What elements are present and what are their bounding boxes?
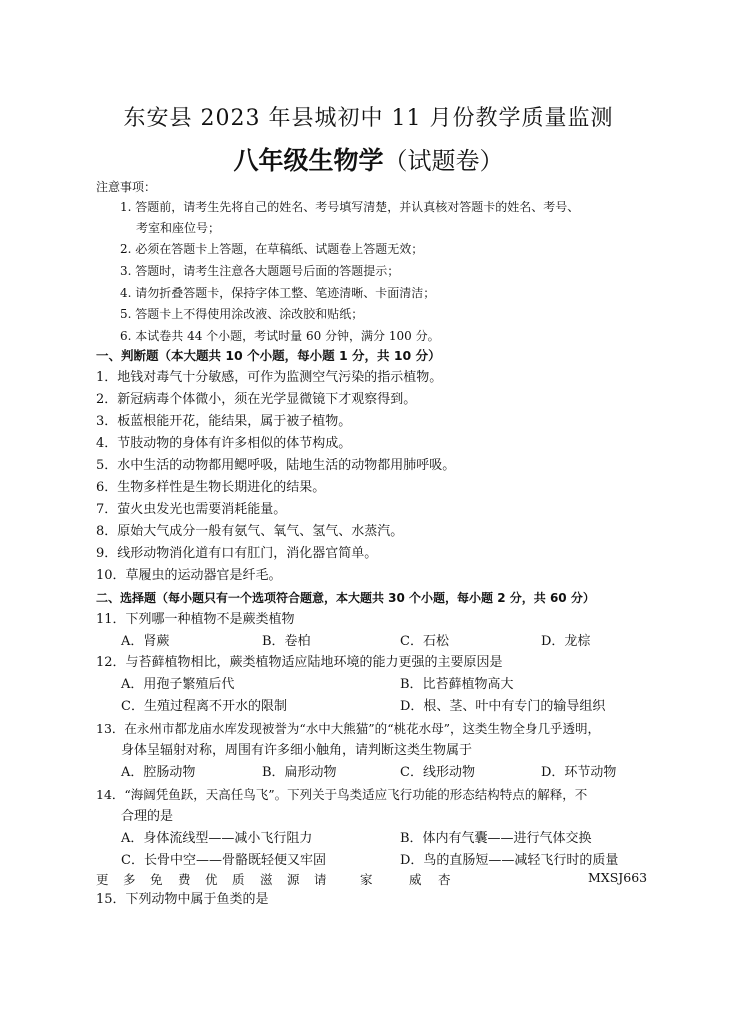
- option-d: D．环节动物: [541, 765, 617, 780]
- option-a: A．身体流线型——减小飞行阻力: [121, 831, 313, 846]
- question-item: 7．萤火虫发光也需要消耗能量。: [96, 502, 287, 517]
- section-heading-judgment: 一、判断题（本大题共 10 个小题，每小题 1 分，共 10 分）: [96, 348, 441, 363]
- footer-char: 源: [287, 872, 300, 887]
- subject-title: 八年级生物学: [233, 146, 384, 175]
- note-item: 4. 请勿折叠答题卡，保持字体工整、笔迹清晰、卡面清洁；: [120, 286, 436, 300]
- footer-char: 质: [232, 872, 245, 887]
- note-item: 6. 本试卷共 44 个小题，考试时量 60 分钟，满分 100 分。: [120, 329, 440, 343]
- option-a: A．肾蕨: [121, 634, 170, 649]
- question-stem: 11．下列哪一种植物不是蕨类植物: [96, 612, 295, 627]
- note-item: 1. 答题前，请考生先将自己的姓名、考号填写清楚，并认真核对答题卡的姓名、考号、: [120, 200, 580, 214]
- option-d: D．龙棕: [541, 634, 591, 649]
- question-stem-cont: 合理的是: [121, 809, 174, 824]
- question-item: 9．线形动物消化道有口有肛门，消化器官简单。: [96, 546, 378, 561]
- note-item: 2. 必须在答题卡上答题，在草稿纸、试题卷上答题无效；: [120, 242, 424, 256]
- question-stem: 13．在永州市都龙庙水库发现被誉为“水中大熊猫”的“桃花水母”，这类生物全身几乎透明，: [96, 721, 600, 736]
- option-d: D．根、茎、叶中有专门的输导组织: [400, 699, 606, 714]
- question-item: 5．水中生活的动物都用鳃呼吸，陆地生活的动物都用肺呼吸。: [96, 458, 456, 473]
- footer-char: 请: [314, 872, 327, 887]
- question-item: 6．生物多样性是生物长期进化的结果。: [96, 480, 326, 495]
- note-item: 5. 答题卡上不得使用涂改液、涂改胶和贴纸；: [120, 307, 364, 321]
- option-c: C．长骨中空——骨骼既轻便又牢固: [121, 853, 326, 868]
- footer-char: 威: [409, 872, 422, 887]
- question-stem: 15．下列动物中属于鱼类的是: [96, 892, 269, 907]
- footer-char: 家: [360, 872, 373, 887]
- footer-char: 滋: [260, 872, 273, 887]
- option-b: B．比苔藓植物高大: [400, 677, 514, 692]
- footer-char: 免: [150, 872, 163, 887]
- option-b: B．扁形动物: [262, 765, 337, 780]
- footer-char: 费: [178, 872, 191, 887]
- option-a: A．用孢子繁殖后代: [121, 677, 235, 692]
- exam-title: 东安县 2023 年县城初中 11 月份教学质量监测: [123, 106, 614, 131]
- question-stem-cont: 身体呈辐射对称，周围有许多细小触角，请判断这类生物属于: [121, 743, 473, 758]
- option-c: C．生殖过程离不开水的限制: [121, 699, 287, 714]
- question-stem: 14．“海阔凭鱼跃，天高任鸟飞”。下列关于鸟类适应飞行功能的形态结构特点的解释，不: [96, 787, 588, 802]
- footer-char: 多: [123, 872, 136, 887]
- option-d: D．鸟的直肠短——减轻飞行时的质量: [400, 853, 619, 868]
- notes-heading: 注意事项：: [96, 180, 157, 194]
- option-c: C．石松: [400, 634, 449, 649]
- question-item: 4．节肢动物的身体有许多相似的体节构成。: [96, 436, 352, 451]
- question-item: 10．草履虫的运动器官是纤毛。: [96, 568, 282, 583]
- question-item: 8．原始大气成分一般有氨气、氧气、氢气、水蒸汽。: [96, 524, 404, 539]
- question-stem: 12．与苔藓植物相比，蕨类植物适应陆地环境的能力更强的主要原因是: [96, 655, 503, 670]
- footer-char: 更: [96, 872, 109, 887]
- question-item: 1．地钱对毒气十分敏感，可作为监测空气污染的指示植物。: [96, 370, 443, 385]
- paper-type: （试题卷）: [383, 147, 504, 175]
- footer-char: 优: [205, 872, 218, 887]
- question-item: 3．板蓝根能开花，能结果，属于被子植物。: [96, 414, 352, 429]
- note-item: 考室和座位号；: [136, 221, 221, 235]
- question-item: 2．新冠病毒个体微小，须在光学显微镜下才观察得到。: [96, 392, 417, 407]
- note-item: 3. 答题时，请考生注意各大题题号后面的答题提示；: [120, 264, 400, 278]
- option-a: A．腔肠动物: [121, 765, 196, 780]
- exam-subtitle: [0, 141, 737, 177]
- footer-char: 杏: [438, 872, 451, 887]
- option-b: B．卷柏: [262, 634, 311, 649]
- option-c: C．线形动物: [400, 765, 475, 780]
- section-heading-choice: 二、选择题（每小题只有一个选项符合题意，本大题共 30 个小题，每小题 2 分，共 60 分）: [96, 591, 595, 605]
- option-b: B．体内有气囊——进行气体交换: [400, 831, 592, 846]
- footer-code: MXSJ663: [588, 870, 648, 885]
